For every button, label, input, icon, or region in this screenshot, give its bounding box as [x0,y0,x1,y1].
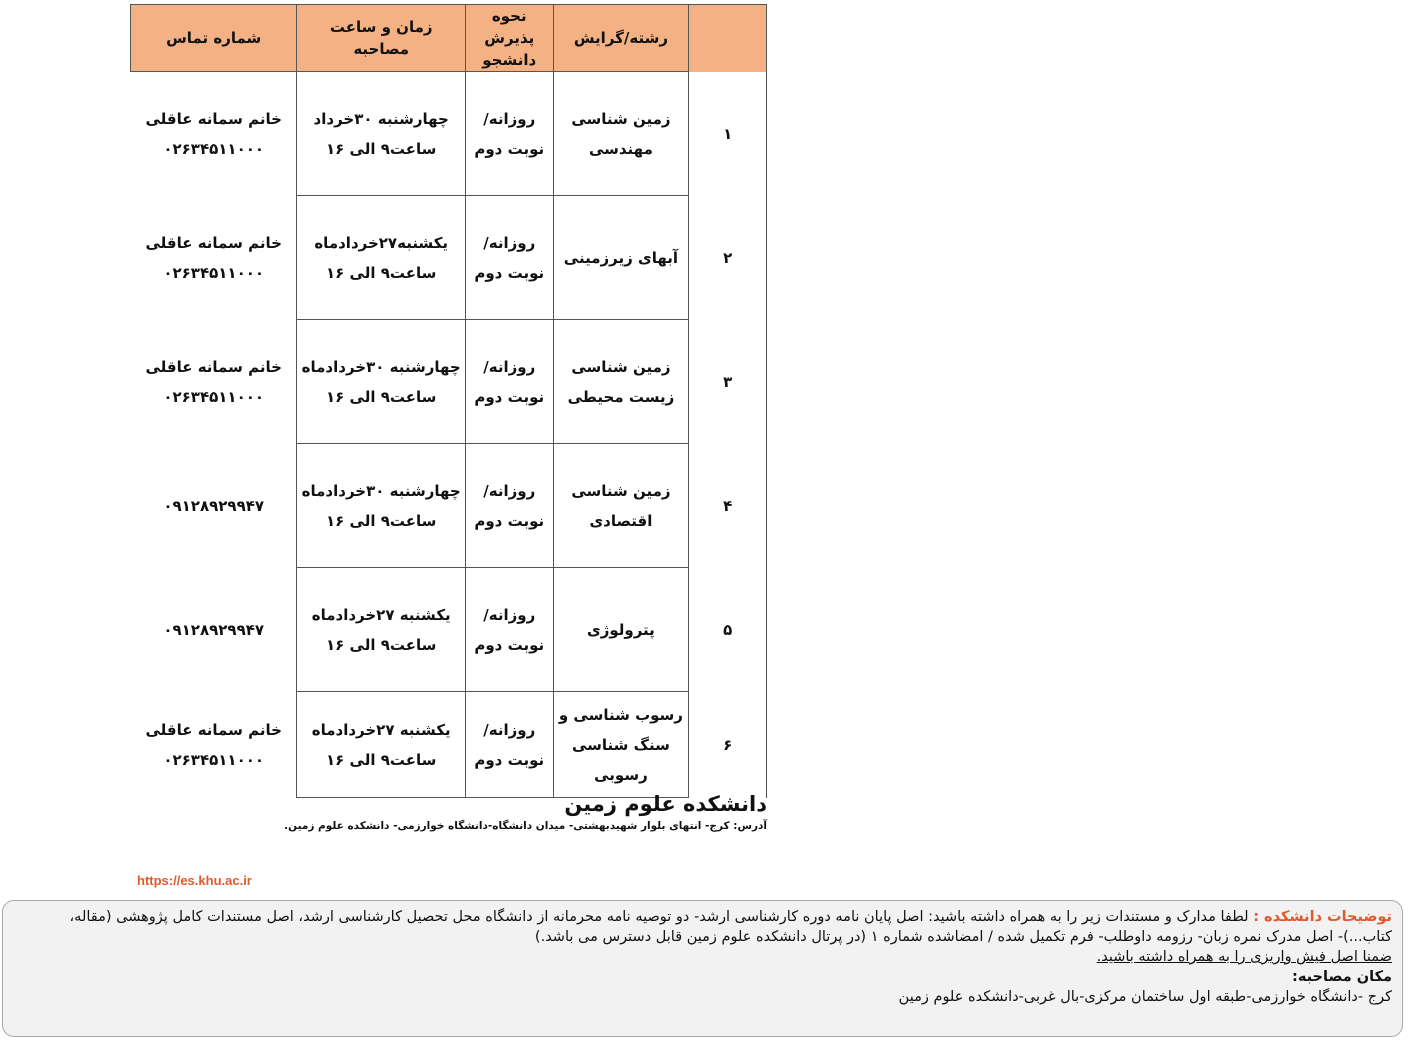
row-admission: روزانه/ نوبت دوم [465,320,553,444]
row-admission: روزانه/ نوبت دوم [465,692,553,798]
notes-paragraph [13,907,1392,947]
row-contact [131,320,297,444]
contact-phone: ۰۲۶۳۴۵۱۱۰۰۰ [163,139,265,158]
row-contact [131,568,297,692]
contact-phone: ۰۹۱۲۸۹۲۹۹۴۷ [163,496,265,515]
location-label: مکان مصاحبه: [1292,969,1392,985]
row-field: زمین شناسی اقتصادی [553,444,689,568]
contact-phone: ۰۹۱۲۸۹۲۹۹۴۷ [163,620,265,639]
faculty-notes-box [2,900,1403,1037]
header-interview-time: زمان و ساعت مصاحبه [297,5,466,72]
row-interview-time: چهارشنبه ۳۰خرداد ساعت۹ الی ۱۶ [297,72,466,196]
row-number: ۱ [689,72,767,196]
faculty-address: آدرس: کرج- انتهای بلوار شهیدبهشتی- میدان دانشگاه-دانشگاه خوارزمی- دانشکده علوم زمین. [284,820,767,832]
row-interview-time: یکشنبه ۲۷خردادماه ساعت۹ الی ۱۶ [297,692,466,798]
notes-underlined: ضمنا اصل فیش واریزی را به همراه داشته باشید. [1096,949,1392,965]
table-row [131,72,767,196]
table-row [131,320,767,444]
row-admission: روزانه/ نوبت دوم [465,196,553,320]
header-admission: نحوه پذیرش دانشجو [465,5,553,72]
contact-name: خانم سمانه عاقلی [145,109,282,128]
contact-phone: ۰۲۶۳۴۵۱۱۰۰۰ [163,263,265,282]
notes-text: لطفا مدارک و مستندات زیر را به همراه داشته باشید: اصل پایان نامه دوره کارشناسی ارشد- دو توصیه نامه محرمانه از دانشگاه محل تحصیل کارشناسی ارشد، اصل مستندات کامل پژوهشی (مقاله، کتاب...)- اصل مدرک نمره زبان- رزومه داوطلب- فرم تکمیل شده / امضاشده شماره ۱ (در پرتال دانشکده علوم زمین قابل دسترس می باشد.) [69,909,1392,945]
row-interview-time: یکشنبه۲۷خردادماه ساعت۹ الی ۱۶ [297,196,466,320]
header-contact: شماره تماس [131,5,297,72]
contact-phone: ۰۲۶۳۴۵۱۱۰۰۰ [163,387,265,406]
row-number: ۲ [689,196,767,320]
faculty-info [137,790,767,834]
row-field: آبهای زیرزمینی [553,196,689,320]
table-row [131,196,767,320]
row-number: ۴ [689,444,767,568]
interview-schedule-table [130,4,767,798]
row-contact [131,444,297,568]
faculty-website-link[interactable]: https://es.khu.ac.ir [137,873,252,888]
table-row [131,568,767,692]
row-number: ۶ [689,692,767,798]
row-admission: روزانه/ نوبت دوم [465,444,553,568]
header-number [689,5,767,72]
contact-phone: ۰۲۶۳۴۵۱۱۰۰۰ [163,750,265,769]
contact-name: خانم سمانه عاقلی [145,233,282,252]
row-field: زمین شناسی زیست محیطی [553,320,689,444]
row-field: زمین شناسی مهندسی [553,72,689,196]
row-admission: روزانه/ نوبت دوم [465,72,553,196]
row-contact [131,692,297,798]
header-field: رشته/گرایش [553,5,689,72]
faculty-title: دانشکده علوم زمین [564,792,767,816]
row-field: پترولوژی [553,568,689,692]
location-text: کرج -دانشگاه خوارزمی-طبقه اول ساختمان مرکزی-بال غربی-دانشکده علوم زمین [898,989,1392,1005]
table-header-row [131,5,767,72]
row-contact [131,72,297,196]
table-row [131,692,767,798]
contact-name: خانم سمانه عاقلی [145,357,282,376]
row-number: ۳ [689,320,767,444]
row-contact [131,196,297,320]
contact-name: خانم سمانه عاقلی [145,720,282,739]
row-interview-time: چهارشنبه ۳۰خردادماه ساعت۹ الی ۱۶ [297,444,466,568]
table-row [131,444,767,568]
row-number: ۵ [689,568,767,692]
row-field: رسوب شناسی و سنگ شناسی رسوبی [553,692,689,798]
row-interview-time: یکشنبه ۲۷خردادماه ساعت۹ الی ۱۶ [297,568,466,692]
row-admission: روزانه/ نوبت دوم [465,568,553,692]
row-interview-time: چهارشنبه ۳۰خردادماه ساعت۹ الی ۱۶ [297,320,466,444]
notes-label: توضیحات دانشکده : [1253,909,1392,925]
